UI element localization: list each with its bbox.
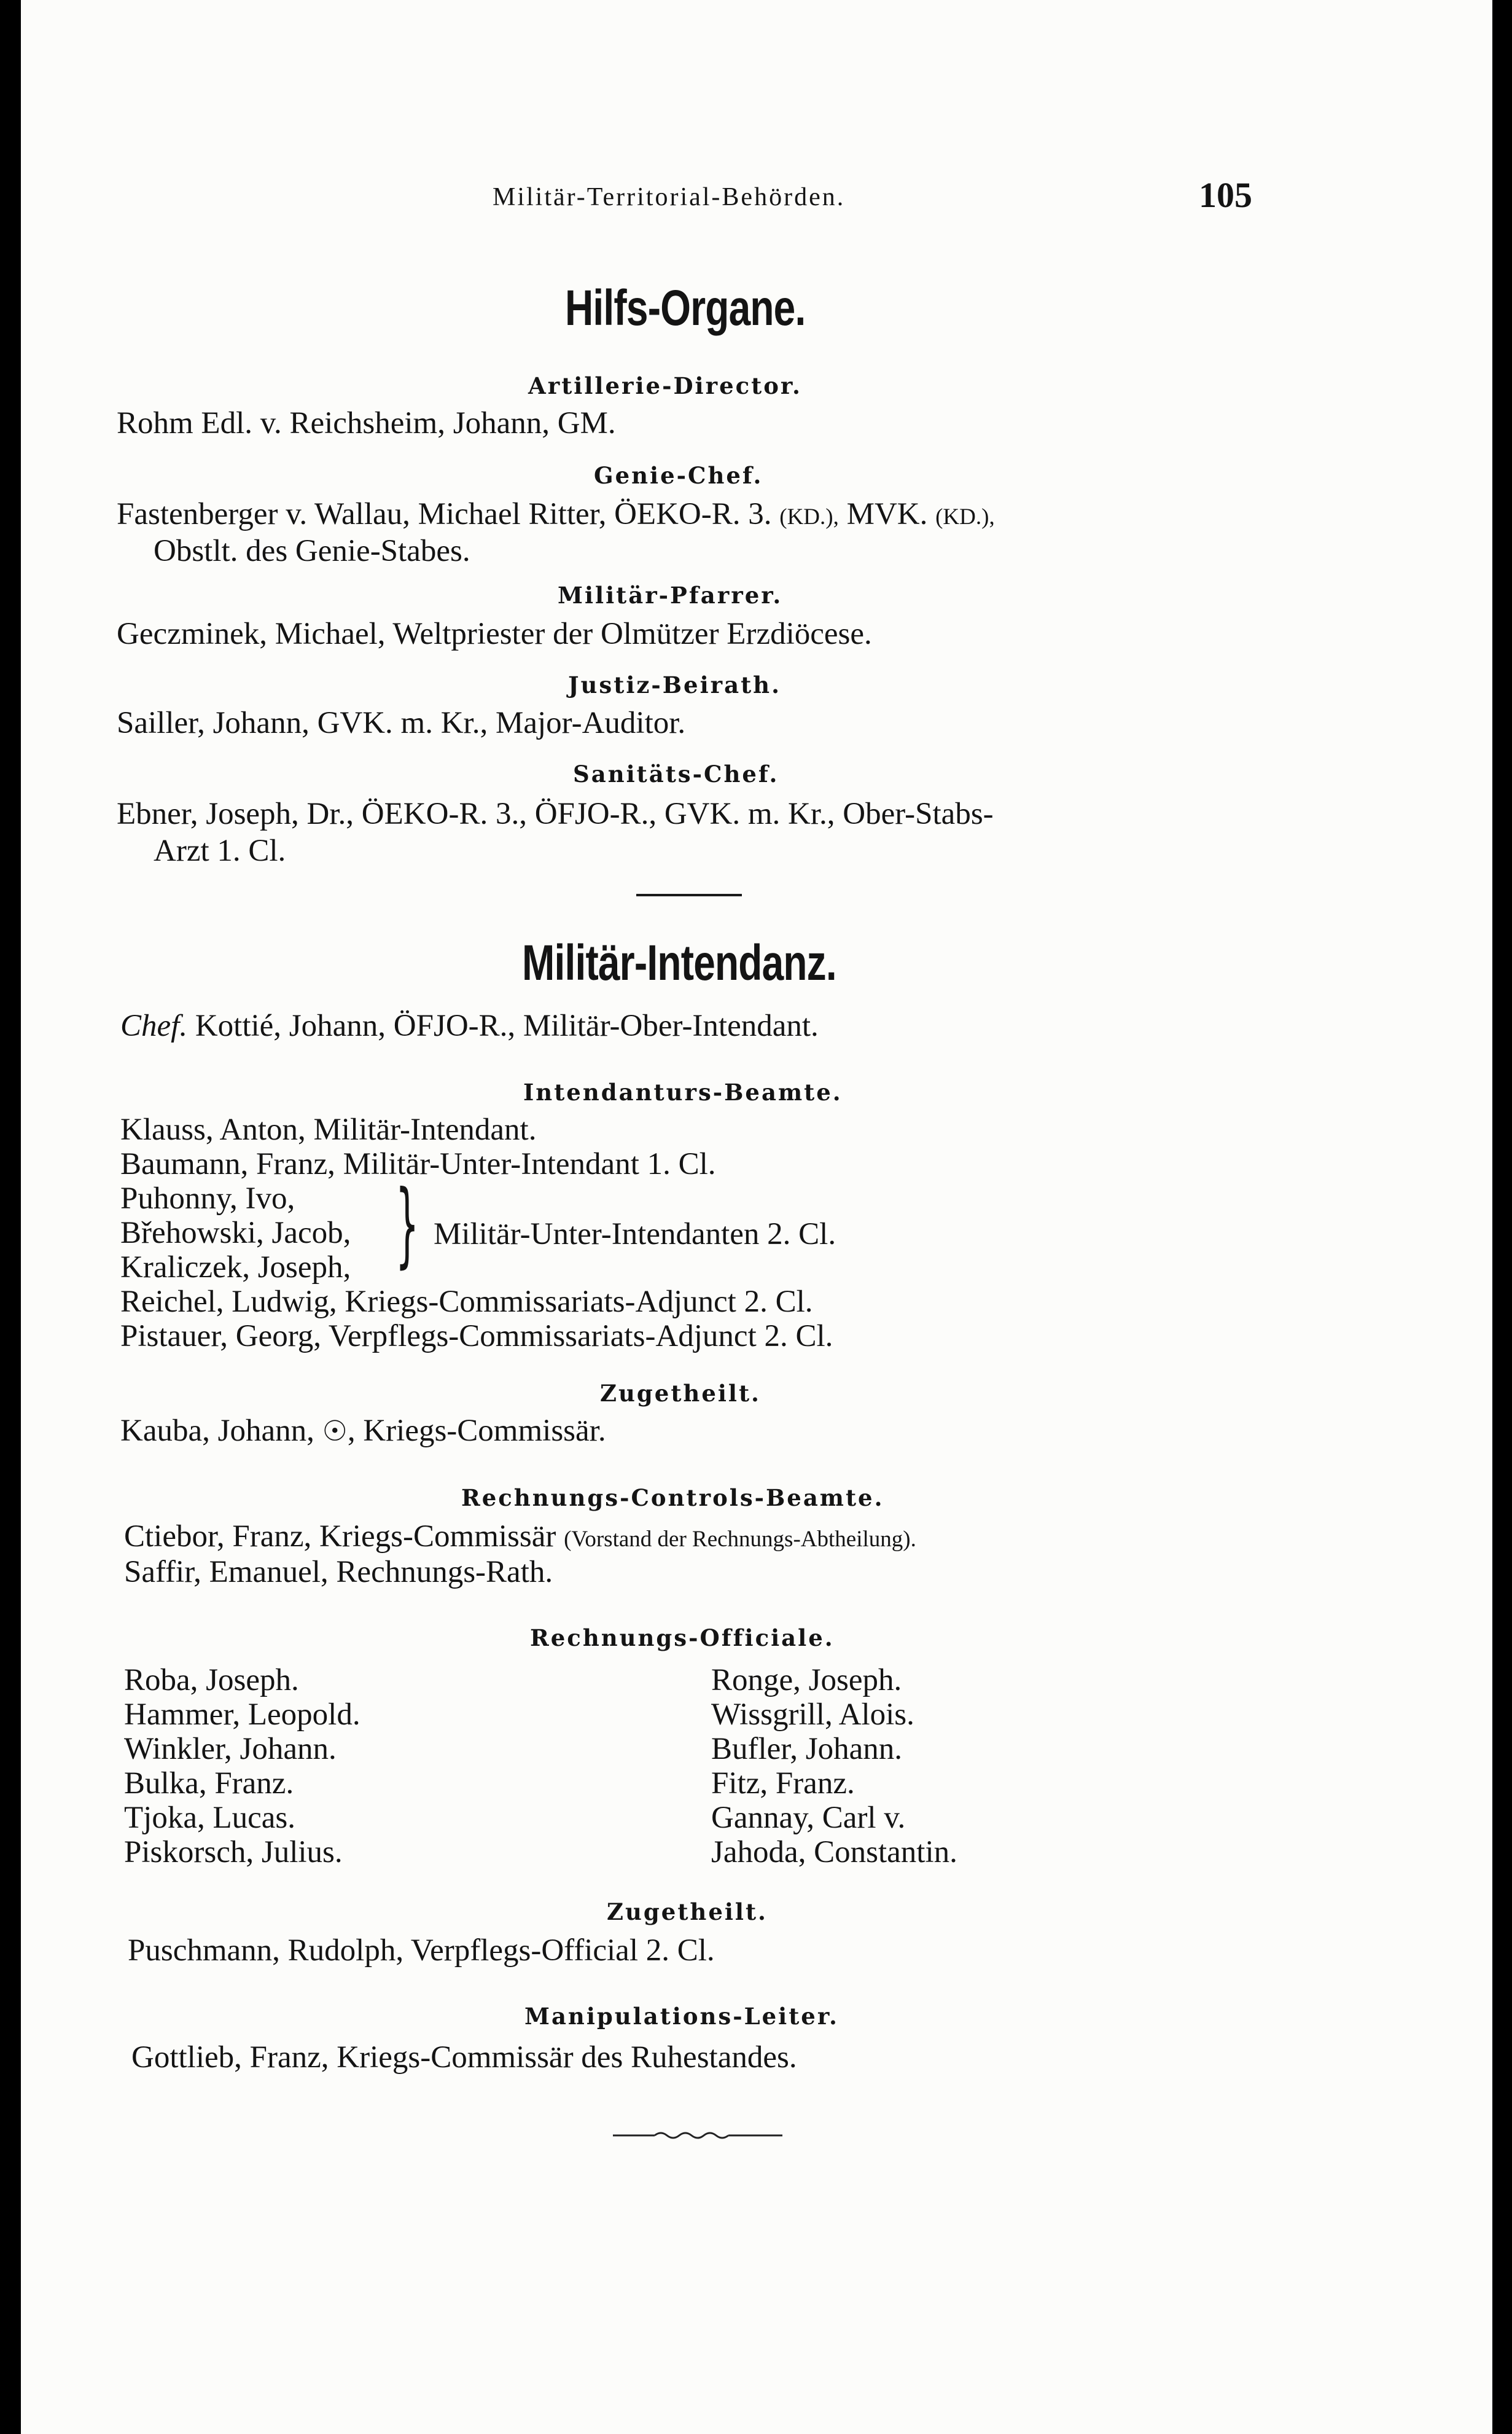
officiale-right-item: Ronge, Joseph.	[711, 1663, 902, 1697]
heading-manipulations-leiter: Manipulations-Leiter.	[524, 2003, 839, 2030]
officiale-right-item: Jahoda, Constantin.	[711, 1835, 957, 1869]
section-title-hilfs-organe: Hilfs-Organe.	[565, 280, 806, 336]
heading-rechnungs-officiale: Rechnungs-Officiale.	[530, 1624, 835, 1651]
entry-ctiebor	[124, 1519, 916, 1554]
entry-pistauer: Pistauer, Georg, Verpflegs-Commissariats-Adjunct 2. Cl.	[120, 1319, 833, 1353]
entry-klauss: Klauss, Anton, Militär-Intendant.	[120, 1113, 537, 1147]
entry-rohm: Rohm Edl. v. Reichsheim, Johann, GM.	[117, 406, 616, 440]
officiale-left-item: Piskorsch, Julius.	[124, 1835, 343, 1869]
officiale-right-item: Gannay, Carl v.	[711, 1801, 906, 1835]
entry-fastenberger-mvk: MVK.	[846, 497, 928, 531]
entry-fastenberger-kd-1: (KD.),	[779, 504, 839, 530]
entry-fastenberger-text: Fastenberger v. Wallau, Michael Ritter, ÖEKO-R. 3.	[117, 497, 772, 531]
entry-sailler: Sailler, Johann, GVK. m. Kr., Major-Auditor.	[117, 706, 686, 740]
entry-kauba-rank: , Kriegs-Commissär.	[347, 1414, 606, 1448]
officiale-right-item: Wissgrill, Alois.	[711, 1697, 914, 1732]
heading-genie-chef: Genie-Chef.	[594, 462, 763, 489]
entry-kraliczek: Kraliczek, Joseph,	[120, 1250, 351, 1285]
heading-intendanturs-beamte: Intendanturs-Beamte.	[523, 1079, 843, 1106]
chef-label: Chef.	[120, 1009, 188, 1043]
heading-sanitaets-chef: Sanitäts-Chef.	[573, 761, 779, 788]
entry-reichel: Reichel, Ludwig, Kriegs-Commissariats-Adjunct 2. Cl.	[120, 1285, 813, 1319]
officiale-left-item: Roba, Joseph.	[124, 1663, 299, 1697]
officiale-left-item: Bulka, Franz.	[124, 1766, 294, 1801]
officiale-right-item: Fitz, Franz.	[711, 1766, 855, 1801]
entry-gottlieb: Gottlieb, Franz, Kriegs-Commissär des Ruhestandes.	[131, 2040, 797, 2075]
heading-rechnungs-controls-beamte: Rechnungs-Controls-Beamte.	[461, 1484, 884, 1511]
entry-saffir: Saffir, Emanuel, Rechnungs-Rath.	[124, 1555, 553, 1589]
officiale-left-item: Hammer, Leopold.	[124, 1697, 360, 1732]
running-head: Militär-Territorial-Behörden.	[493, 183, 846, 211]
entry-puschmann: Puschmann, Rudolph, Verpflegs-Official 2. Cl.	[128, 1933, 715, 1968]
entry-fastenberger-cont: Obstlt. des Genie-Stabes.	[154, 534, 470, 568]
entry-fastenberger	[117, 496, 995, 532]
entry-ebner-cont: Arzt 1. Cl.	[154, 834, 286, 868]
entry-kauba	[120, 1413, 606, 1449]
heading-zugetheilt-2: Zugetheilt.	[607, 1898, 768, 1925]
entry-puhonny: Puhonny, Ivo,	[120, 1181, 295, 1216]
heading-militaer-pfarrer: Militär-Pfarrer.	[558, 582, 783, 609]
heading-justiz-beirath: Justiz-Beirath.	[568, 671, 781, 699]
group-title-unter-intendanten: Militär-Unter-Intendanten 2. Cl.	[434, 1217, 836, 1251]
officiale-right-item: Bufler, Johann.	[711, 1732, 902, 1766]
heading-artillerie-director: Artillerie-Director.	[528, 372, 802, 399]
officiale-left-item: Tjoka, Lucas.	[124, 1801, 295, 1835]
heading-zugetheilt: Zugetheilt.	[600, 1380, 761, 1407]
scanned-page	[21, 0, 1492, 2434]
page-number: 105	[1199, 175, 1252, 215]
group-brace: }	[396, 1171, 419, 1278]
section-divider	[636, 894, 742, 896]
entry-geczminek: Geczminek, Michael, Weltpriester der Olmützer Erzdiöcese.	[117, 617, 872, 651]
entry-brehowski: Břehowski, Jacob,	[120, 1216, 351, 1250]
entry-ctiebor-text: Ctiebor, Franz, Kriegs-Commissär	[124, 1519, 556, 1554]
entry-ebner: Ebner, Joseph, Dr., ÖEKO-R. 3., ÖFJO-R., GVK. m. Kr., Ober-Stabs-	[117, 797, 994, 831]
chef-entry: Kottié, Johann, ÖFJO-R., Militär-Ober-Intendant.	[195, 1009, 819, 1043]
officiale-left-item: Winkler, Johann.	[124, 1732, 337, 1766]
section-title-militaer-intendanz: Militär-Intendanz.	[522, 935, 836, 991]
decoration-symbol: ☉	[322, 1414, 348, 1447]
end-ornament	[612, 2128, 784, 2143]
entry-baumann: Baumann, Franz, Militär-Unter-Intendant 1. Cl.	[120, 1147, 716, 1181]
entry-fastenberger-kd-2: (KD.),	[935, 504, 995, 530]
entry-kauba-name: Kauba, Johann,	[120, 1414, 314, 1448]
entry-chef-kottie	[120, 1008, 819, 1044]
entry-ctiebor-note: (Vorstand der Rechnungs-Abtheilung).	[564, 1527, 916, 1552]
